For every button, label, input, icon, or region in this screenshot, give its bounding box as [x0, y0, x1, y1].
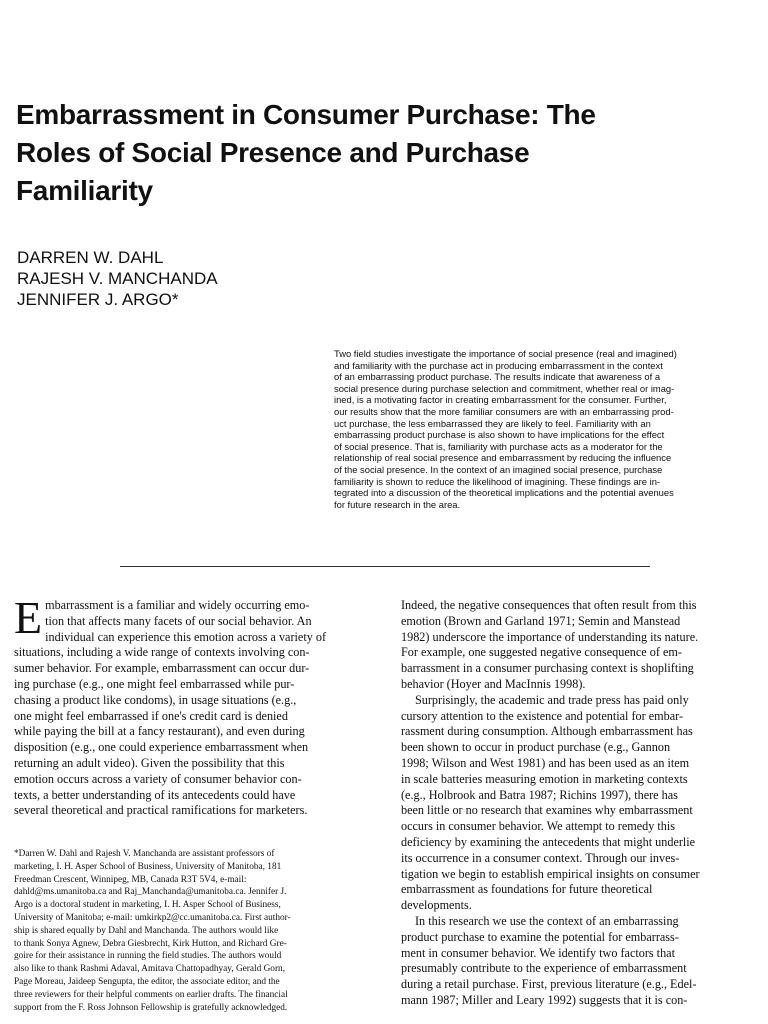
- author-name: RAJESH V. MANCHANDA: [17, 269, 218, 288]
- text-line: cursory attention to the existence and potential for embar-: [401, 708, 683, 723]
- text-line: of social presence. That is, familiarity with purchase acts as a moderator for the: [334, 440, 663, 452]
- text-line: mann 1987; Miller and Leary 1992) suggests that it is con-: [401, 992, 688, 1007]
- text-line: tigation we begin to establish empirical insights on consumer: [401, 866, 700, 881]
- title-line: Familiarity: [16, 175, 153, 206]
- text-line: ment in consumer behavior. We identify two factors that: [401, 945, 675, 960]
- text-line: occurs in consumer behavior. We attempt to remedy this: [401, 819, 675, 834]
- text-line: individual can experience this emotion across a variety of: [45, 629, 326, 644]
- text-line: Surprisingly, the academic and trade press has paid only: [415, 692, 689, 707]
- text-line: sumer behavior. For example, embarrassment can occur dur-: [14, 661, 310, 676]
- text-line: tegrated into a discussion of the theoretical implications and the potential avenues: [334, 487, 674, 499]
- text-line: product purchase to examine the potential for embarrass-: [401, 929, 679, 944]
- text-line: three reviewers for their helpful comments on earlier drafts. The financial: [14, 989, 288, 1000]
- text-line: emotion occurs across a variety of consumer behavior con-: [14, 771, 302, 786]
- text-line: embarrassing product purchase is also shown to have implications for the effect: [334, 429, 665, 441]
- body-lines: [14, 630, 366, 820]
- text-line: deficiency by examining the antecedents that might underlie: [401, 834, 696, 849]
- body-paragraph: [401, 914, 757, 1009]
- text-line: rassment during consumption. Although embarrassment has: [401, 724, 693, 739]
- author-name: DARREN W. DAHL: [17, 248, 164, 267]
- text-line: in scale batteries measuring emotion in marketing contexts: [401, 771, 688, 786]
- text-line: while paying the bill at a fancy restaurant), and even during: [14, 724, 305, 739]
- text-line: Two field studies investigate the importance of social presence (real and imagined): [334, 348, 677, 359]
- text-line: dahld@ms.umanitoba.ca and Raj_Manchanda@umanitoba.ca. Jennifer J.: [14, 887, 287, 898]
- text-line: familiarity is shown to reduce the likelihood of imagining. These findings are in-: [334, 475, 661, 487]
- text-line: *Darren W. Dahl and Rajesh V. Manchanda are assistant professors of: [14, 849, 275, 859]
- text-line: relationship of real social presence and embarrassment by reducing the influence: [334, 452, 672, 464]
- section-divider: [120, 566, 650, 567]
- article-title: [16, 96, 746, 210]
- body-line: tion that affects many facets of our social behavior. An: [45, 613, 312, 628]
- left-column: [14, 592, 366, 819]
- text-line: chasing a product like condoms), in usage situations (e.g.,: [14, 692, 297, 707]
- text-line: of the social presence. In the context of an imagined social presence, purchase: [334, 463, 663, 475]
- right-column: [401, 598, 757, 1009]
- text-line: disposition (e.g., one could experience embarrassment when: [14, 740, 309, 755]
- text-line: Freedman Crescent, Winnipeg, MB, Canada R3T 5V4, e-mail:: [14, 874, 247, 885]
- text-line: and familiarity with the purchase act in producing embarrassment in the context: [334, 359, 663, 371]
- text-line: 1982) underscore the importance of understanding its nature.: [401, 629, 699, 644]
- abstract: [334, 348, 754, 510]
- drop-cap: E: [14, 592, 43, 643]
- text-line: goire for their assistance in running the field studies. The authors would: [14, 951, 282, 962]
- title-line: Embarrassment in Consumer Purchase: The: [16, 99, 596, 130]
- text-line: of an embarrassing product purchase. The results indicate that awareness of a: [334, 371, 661, 383]
- text-line: Argo is a doctoral student in marketing, I. H. Asper School of Business,: [14, 900, 281, 911]
- text-line: uct purchase, the less embarrassed they are likely to feel. Familiarity with an: [334, 417, 651, 429]
- text-line: texts, a better understanding of its antecedents could have: [14, 787, 296, 802]
- text-line: to thank Sonya Agnew, Debra Giesbrecht, Kirk Hutton, and Richard Gre-: [14, 938, 287, 949]
- text-line: (e.g., Holbrook and Batra 1987; Richins 1997), there has: [401, 787, 678, 802]
- text-line: Indeed, the negative consequences that often result from this: [401, 598, 697, 612]
- text-line: embarrassment as foundations for future theoretical: [401, 882, 653, 897]
- author-list: [17, 247, 218, 310]
- text-line: developments.: [401, 898, 472, 913]
- text-line: For example, one suggested negative consequence of em-: [401, 645, 682, 660]
- text-line: several theoretical and practical ramifications for marketers.: [14, 803, 308, 818]
- text-line: University of Manitoba; e-mail: umkirkp2@cc.umanitoba.ca. First author-: [14, 912, 291, 923]
- text-line: been shown to occur in product purchase (e.g., Gannon: [401, 740, 671, 755]
- text-line: Page Moreau, Jaideep Sengupta, the editor, the associate editor, and the: [14, 976, 280, 987]
- text-line: during a retail purchase. First, previous literature (e.g., Edel-: [401, 977, 697, 992]
- text-line: its occurrence in a consumer context. Through our inves-: [401, 850, 680, 865]
- text-line: situations, including a wide range of contexts involving con-: [14, 645, 310, 660]
- text-line: marketing, I. H. Asper School of Business, University of Manitoba, 181: [14, 861, 282, 872]
- text-line: ship is shared equally by Dahl and Manchanda. The authors would like: [14, 925, 279, 936]
- text-line: ing purchase (e.g., one might feel embarrassed while pur-: [14, 676, 295, 691]
- body-paragraph: [401, 693, 757, 914]
- text-line: presumably contribute to the experience of embarrassment: [401, 961, 687, 976]
- text-line: also like to thank Rashmi Adaval, Amitava Chattopadhyay, Gerald Gorn,: [14, 964, 286, 975]
- text-line: 1998; Wilson and West 1981) and has been used as an item: [401, 755, 690, 770]
- text-line: ined, is a motivating factor in creating embarrassment for the consumer. Further,: [334, 394, 667, 406]
- body-line: mbarrassment is a familiar and widely occurring emo-: [45, 598, 310, 612]
- body-paragraph: [401, 598, 757, 693]
- author-footnote: [14, 848, 370, 1014]
- title-line: Roles of Social Presence and Purchase: [16, 137, 530, 168]
- text-line: been little or no research that examines why embarrassment: [401, 803, 693, 818]
- text-line: our results show that the more familiar consumers are with an embarrassing prod-: [334, 405, 674, 417]
- text-line: In this research we use the context of an embarrassing: [415, 913, 679, 928]
- text-line: returning an adult video). Given the possibility that this: [14, 755, 285, 770]
- text-line: behavior (Hoyer and MacInnis 1998).: [401, 676, 586, 691]
- text-line: emotion (Brown and Garland 1971; Semin and Manstead: [401, 613, 681, 628]
- text-line: for future research in the area.: [334, 498, 461, 510]
- intro-paragraph: [14, 592, 366, 819]
- text-line: one might feel embarrassed if one's credit card is denied: [14, 708, 288, 723]
- text-line: support from the F. Ross Johnson Fellowship is gratefully acknowledged.: [14, 1002, 288, 1013]
- text-line: barrassment in a consumer purchasing context is shoplifting: [401, 661, 694, 676]
- text-line: social presence during purchase selection and commitment, whether real or imag-: [334, 382, 675, 394]
- author-name: JENNIFER J. ARGO*: [17, 290, 179, 309]
